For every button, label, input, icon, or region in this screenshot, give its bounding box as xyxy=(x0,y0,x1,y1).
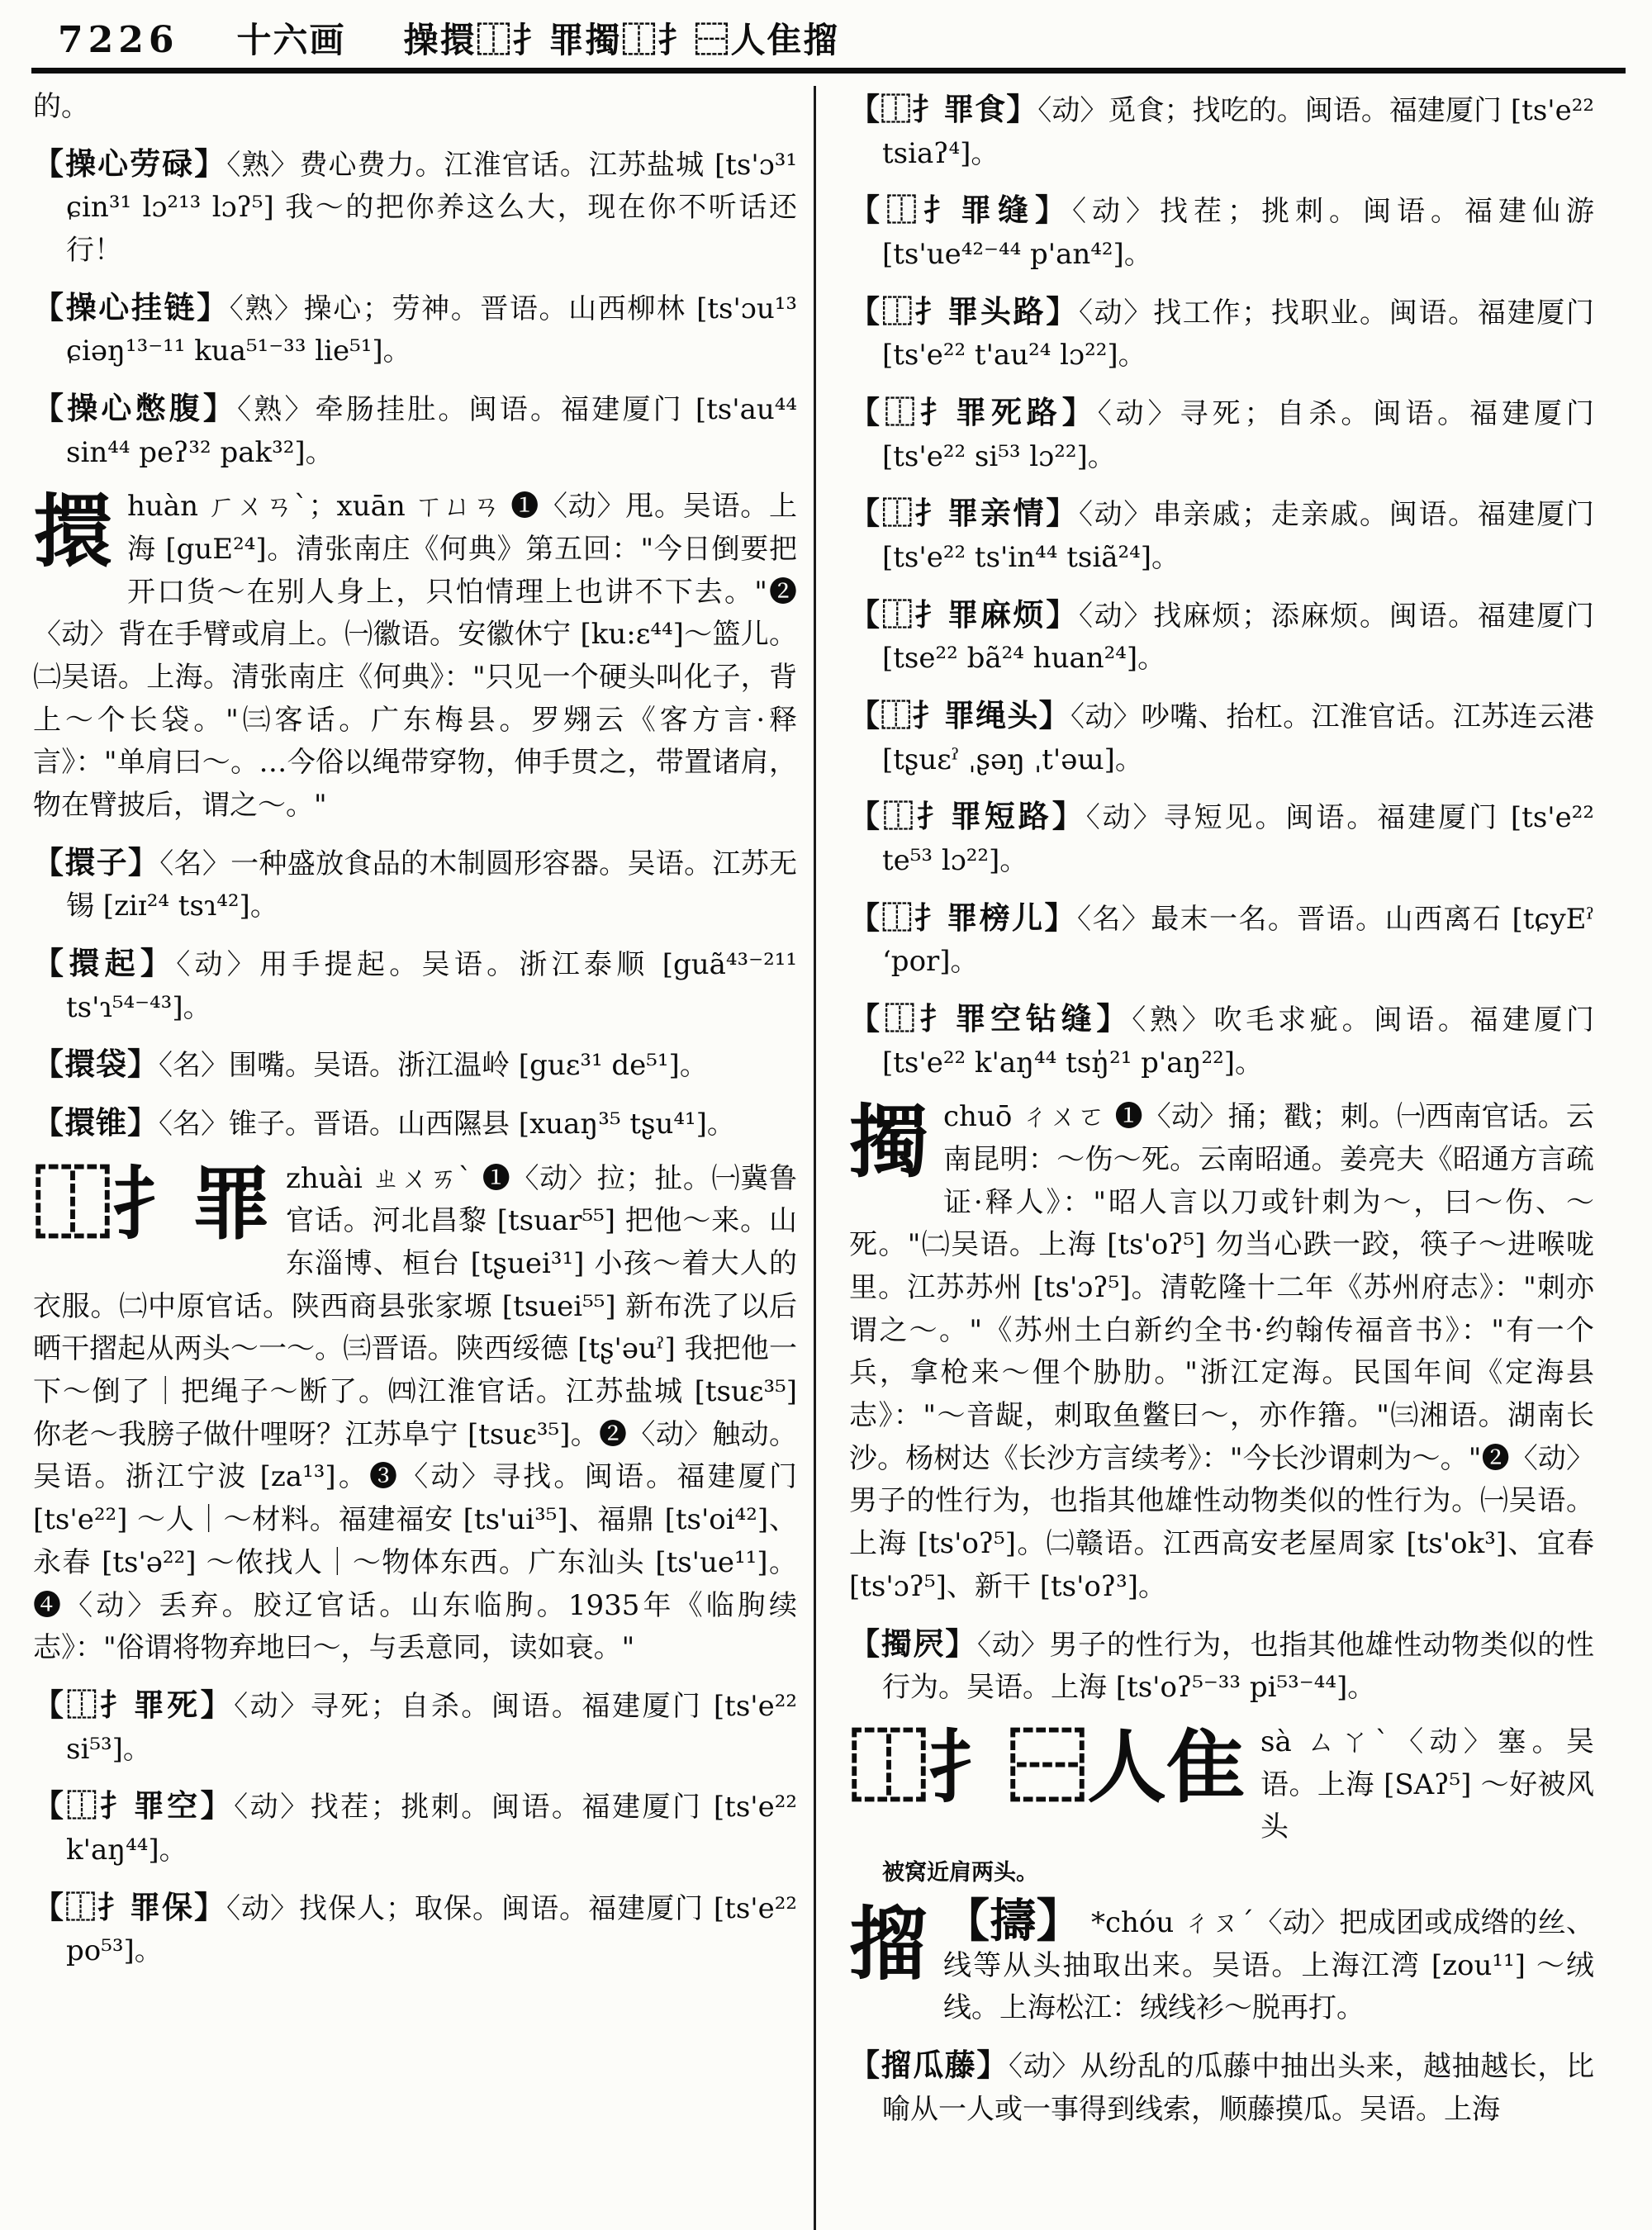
stroke-section-label: 十六画 xyxy=(236,20,346,60)
entry-body: 〈动〉找保人；取保。闽语。福建厦门 [ts'e²² po⁵³]。 xyxy=(66,1891,797,1968)
entry-headword: 【⿰扌罪亲情】 xyxy=(849,495,1079,532)
entry-headword: 【⿰扌罪头路】 xyxy=(849,292,1079,330)
dict-entry xyxy=(849,187,1594,276)
entry-body: 〈动〉找麻烦；添麻烦。闽语。福建厦门 [tse²² bã²⁴ huan²⁴]。 xyxy=(882,599,1595,676)
entry-body: 的。 xyxy=(33,90,89,123)
dict-entry xyxy=(33,1884,797,1973)
entry-body: *chóu ㄔㄡˊ〈动〉把成团或成绺的丝、线等从头抽取出来。吴语。上海江湾 [zou¹¹] ～绒线。上海松江：绒线衫～脱再打。 xyxy=(943,1905,1594,2025)
entry-body: 〈动〉找工作；找职业。闽语。福建厦门 [ts'e²² t'au²⁴ lɔ²²]。 xyxy=(882,296,1595,372)
entry-body: chuō ㄔㄨㄛ ❶〈动〉捅；戳；刺。㈠西南官话。云南昆明：～伤～死。云南昭通。姜亮夫《昭通方言疏证·释人》："昭人言以刀或针刺为～，曰～伤、～死。"㈡吴语。上海 [ts'oʔ⁵] 勿当心跌一跤，筷子～进喉咙里。江苏苏州 [ts'ɔʔ⁵]。清乾隆十二年《苏州府志》："刺亦谓之～。"《苏州土白新约全书·约翰传福音书》："有一个兵，拿枪来～俚个胁肋。"浙江定海。民国年间《定海县志》："～音龊，刺取鱼鳖曰～，亦作簎。"㈢湘语。湖南长沙。杨树达《长沙方言续考》："今长沙谓刺为～。"❷〈动〉男子的性行为，也指其他雄性动物类似的性行为。㈠吴语。上海 [ts'oʔ⁵]。㈡赣语。江西高安老屋周家 [ts'ok³]、宜春 [ts'ɔʔ⁵]、新干 [ts'oʔ³]。 xyxy=(849,1100,1594,1603)
dict-entry xyxy=(33,486,797,827)
dict-entry xyxy=(33,1041,797,1088)
entry-headword: 【操心劳碌】 xyxy=(33,145,227,182)
entry-headword: 【⿰扌罪麻烦】 xyxy=(849,595,1079,633)
dict-entry xyxy=(849,389,1594,478)
page-number: 7226 xyxy=(58,19,179,61)
dict-entry xyxy=(849,995,1594,1084)
entry-body: 〈名〉最末一名。晋语。山西离石 [tɕyEˀ ʻpor]。 xyxy=(882,902,1595,979)
entry-headword: 【⿰扌罪缝】 xyxy=(849,192,1072,229)
variant-form: 【擣】 xyxy=(943,1893,1083,1948)
dict-entry xyxy=(849,288,1594,377)
entry-headword: 【㨨瓜藤】 xyxy=(849,2046,1009,2083)
two-column-body xyxy=(33,86,1627,2230)
left-column xyxy=(33,86,814,2230)
entry-headword: 【⿰扌罪保】 xyxy=(33,1888,227,1925)
header-characters: 操擐⿰扌罪擉⿰扌⿱人隹㨨 xyxy=(403,20,840,60)
dict-entry xyxy=(849,2042,1594,2131)
entry-headword: 【⿰扌罪短路】 xyxy=(849,798,1086,835)
entry-body: 〈名〉锥子。晋语。山西隰县 [xuaŋ³⁵ tʂu⁴¹]。 xyxy=(159,1108,735,1141)
dict-entry xyxy=(33,385,797,474)
dict-entry xyxy=(849,692,1594,781)
dict-entry xyxy=(33,1682,797,1771)
entry-headword: 【⿰扌罪绳头】 xyxy=(849,697,1070,734)
dict-entry xyxy=(849,1096,1594,1608)
dict-entry xyxy=(849,86,1594,175)
entry-headword: 【⿰扌罪空钻缝】 xyxy=(849,1000,1132,1037)
dict-entry xyxy=(33,1099,797,1146)
dict-entry xyxy=(33,284,797,373)
entry-headword: 【⿰扌罪空】 xyxy=(33,1787,235,1824)
dict-entry xyxy=(33,140,797,273)
entry-body: 〈动〉找茬；挑刺。闽语。福建仙游 [ts'ue⁴²⁻⁴⁴ p'an⁴²]。 xyxy=(882,195,1594,272)
dict-entry xyxy=(33,839,797,928)
entry-body: 〈动〉吵嘴、抬杠。江淮官话。江苏连云港 [tʂuɛˀ ˌʂəŋ ˌt'əɯ]。 xyxy=(882,700,1595,776)
dict-entry xyxy=(849,894,1594,984)
entry-body: 〈动〉寻短见。闽语。福建厦门 [ts'e²² te⁵³ lɔ²²]。 xyxy=(882,801,1595,878)
entry-body: 〈名〉一种盛放食品的木制圆形容器。吴语。江苏无锡 [ziɪ²⁴ tsɿ⁴²]。 xyxy=(66,847,798,923)
dict-entry xyxy=(849,1721,1594,1849)
entry-headword: 【擐锥】 xyxy=(33,1104,159,1141)
entry-body: 〈动〉男子的性行为，也指其他雄性动物类似的性行为。吴语。上海 [ts'oʔ⁵⁻³³ pi⁵³⁻⁴⁴]。 xyxy=(882,1628,1595,1705)
dict-entry xyxy=(33,940,797,1029)
entry-body: 〈熟〉牵肠挂肚。闽语。福建厦门 [ts'au⁴⁴ sin⁴⁴ peʔ³² pak³²]。 xyxy=(66,393,797,469)
dict-entry xyxy=(849,1620,1594,1710)
entry-body: 〈熟〉费心费力。江淮官话。江苏盐城 [ts'ɔ³¹ ɕin³¹ lɔ²¹³ lɔʔ⁵] 我～的把你养这么大，现在你不听话还行！ xyxy=(66,148,797,268)
entry-body: 〈动〉串亲戚；走亲戚。闽语。福建厦门 [ts'e²² ts'in⁴⁴ tsiã²⁴]。 xyxy=(882,498,1595,575)
right-column xyxy=(814,86,1594,2230)
entry-body: 〈动〉寻死；自杀。闽语。福建厦门 [ts'e²² si⁵³ lɔ²²]。 xyxy=(882,397,1595,473)
entry-headword: 【擐子】 xyxy=(33,843,160,880)
entry-headword: 【⿰扌罪食】 xyxy=(849,91,1038,127)
dict-entry xyxy=(849,793,1594,882)
entry-headword: 【⿰扌罪榜儿】 xyxy=(849,899,1077,936)
entry-body: sà ㄙㄚˋ〈动〉塞。吴语。上海 [SAʔ⁵] ～好被风头 xyxy=(1260,1725,1594,1844)
headword-character: 㨨 xyxy=(849,1896,928,1990)
entry-headword: 【操心挂链】 xyxy=(33,288,230,325)
entry-body: 〈动〉从纷乱的瓜藤中抽出头来，越抽越长，比喻从一人或一事得到线索，顺藤摸瓜。吴语。上海 xyxy=(882,2049,1594,2126)
header-rule xyxy=(31,68,1626,74)
entry-body: 〈名〉围嘴。吴语。浙江温岭 [guɛ³¹ de⁵¹]。 xyxy=(159,1049,708,1083)
entry-headword: 【擐起】 xyxy=(33,945,177,982)
dict-entry xyxy=(849,490,1594,579)
dict-entry xyxy=(33,86,797,129)
entry-body: 〈动〉寻死；自杀。闽语。福建厦门 [ts'e²² si⁵³]。 xyxy=(66,1689,797,1766)
entry-body: zhuài ㄓㄨㄞˋ ❶〈动〉拉；扯。㈠冀鲁官话。河北昌黎 [tsuar⁵⁵] 把他～来。山东淄博、桓台 [tʂuei³¹] 小孩～着大人的衣服。㈡中原官话。陕西商县张家塬 [tsuei⁵⁵] 新布洗了以后晒干摺起从两头～一～。㈢晋语。陕西绥德 [tʂ'əuˀ] 我把他一下～倒了｜把绳子～断了。㈣江淮官话。江苏盐城 [tsuɛ³⁵] 你老～我膀子做什哩呀？江苏阜宁 [tsuɛ³⁵]。❷〈动〉触动。吴语。浙江宁波 [za¹³]。❸〈动〉寻找。闽语。福建厦门 [ts'e²²] ～人｜～材料。福建福安 [ts'ui³⁵]、福鼎 [ts'oi⁴²]、永春 [ts'ə²²] ～侬找人｜～物体东西。广东汕头 [ts'ue¹¹]。❹〈动〉丢弃。胶辽官话。山东临朐。1935年《临朐续志》："俗谓将物弃地曰～，与丢意同，读如衰。" xyxy=(33,1161,797,1665)
entry-body: 〈动〉找茬；挑刺。闽语。福建厦门 [ts'e²² k'aŋ⁴⁴]。 xyxy=(66,1791,797,1867)
headword-character: ⿰扌罪 xyxy=(33,1156,271,1250)
entry-headword: 【⿰扌罪死】 xyxy=(33,1686,235,1723)
headword-character: 擐 xyxy=(33,485,112,579)
entry-gloss-note: 被窝近肩两头。 xyxy=(882,1859,1038,1886)
entry-body: huàn ㄏㄨㄢˋ；xuān ㄒㄩㄢ ❶〈动〉甩。吴语。上海 [guE²⁴]。清张南庄《何典》第五回："今日倒要把开口货～在别人身上，只怕情理上也讲不下去。"❷〈动〉背在手臂或肩上。㈠徽语。安徽休宁 [ku:ɛ⁴⁴]～篮儿。㈡吴语。上海。清张南庄《何典》："只见一个硬头叫化子，背上～个长袋。"㈢客话。广东梅县。罗翙云《客方言·释言》："单肩曰～。…今俗以绳带穿物，伸手贯之，带置诸肩，物在臂披后，谓之～。" xyxy=(33,490,797,823)
entry-body: 〈动〉用手提起。吴语。浙江泰顺 [guã⁴³⁻²¹¹ ts'ɿ⁵⁴⁻⁴³]。 xyxy=(66,948,797,1024)
running-header xyxy=(58,13,1602,63)
entry-headword: 【操心憋腹】 xyxy=(33,390,238,427)
headword-character: ⿰扌⿱人隹 xyxy=(849,1720,1246,1814)
entry-headword: 【⿰扌罪死路】 xyxy=(849,394,1098,431)
entry-body: 〈熟〉操心；劳神。晋语。山西柳林 [ts'ɔu¹³ ɕiəŋ¹³⁻¹¹ kua⁵¹⁻³³ lie⁵¹]。 xyxy=(66,292,798,368)
entry-body: 〈动〉觅食；找吃的。闽语。福建厦门 [ts'e²² tsiaʔ⁴]。 xyxy=(882,94,1594,170)
entry-headword: 【擉屄】 xyxy=(849,1625,978,1662)
entry-body: 〈熟〉吹毛求疵。闽语。福建厦门 [ts'e²² k'aŋ⁴⁴ tsŋ̍²¹ p'aŋ²²]。 xyxy=(882,1004,1595,1079)
dict-entry xyxy=(33,1158,797,1670)
dict-entry xyxy=(849,1893,1594,2030)
dict-entry xyxy=(849,591,1594,681)
headword-character: 擉 xyxy=(849,1095,928,1189)
entry-headword: 【擐袋】 xyxy=(33,1046,159,1083)
dict-entry xyxy=(33,1782,797,1872)
